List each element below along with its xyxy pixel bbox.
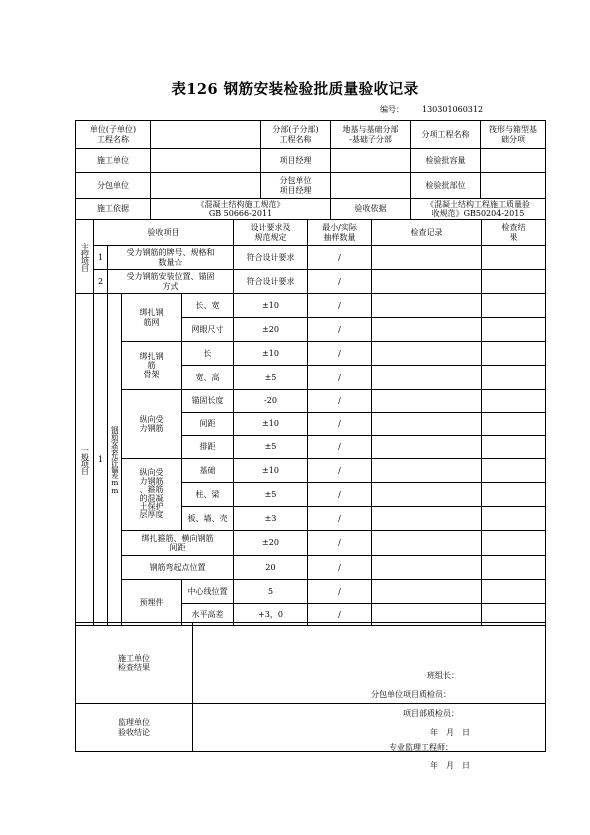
group-skeleton: 绑扎钢 筋 骨架 <box>122 342 182 390</box>
subunit-name-value: 地基与基础分部 -基础子分部 <box>331 121 411 149</box>
row-sub: 柱、梁 <box>182 483 234 507</box>
construction-check-label: 施工单位 检查结果 <box>76 623 193 704</box>
row-result <box>482 318 546 342</box>
table-row <box>76 342 546 366</box>
row-record <box>372 366 482 390</box>
team-leader-label: 班组长： <box>427 671 459 680</box>
general-label: 一般项目 <box>76 294 94 626</box>
row-result <box>482 483 546 507</box>
row-record <box>372 270 482 294</box>
unit-name-value <box>151 121 261 149</box>
row-record <box>372 342 482 366</box>
deviation-group-label: 钢筋安装允许偏差mm <box>108 294 122 626</box>
project-manager-label: 项目经理 <box>261 149 331 173</box>
col-header-req: 设计要求及 规范规定 <box>234 220 308 246</box>
item-name-label: 分项工程名称 <box>411 121 481 149</box>
row-min: / <box>308 459 372 483</box>
table-row <box>76 531 546 556</box>
row-record <box>372 459 482 483</box>
row-result <box>482 294 546 318</box>
acceptance-basis-value: 《混凝土结构工程施工质量验 收规范》GB50204-2015 <box>411 199 546 220</box>
row-req: 5 <box>234 580 308 604</box>
row-result <box>482 413 546 436</box>
row-req: 20 <box>234 556 308 580</box>
project-qc-label: 项目部质检员： <box>403 709 459 718</box>
row-record <box>372 318 482 342</box>
supervision-date: 年 月 日 <box>430 760 470 770</box>
batch-capacity-value <box>481 149 546 173</box>
row-result <box>482 342 546 366</box>
row-record <box>372 436 482 459</box>
row-req: ±10 <box>234 294 308 318</box>
code-label: 编号： <box>380 105 404 114</box>
row-min: / <box>308 342 372 366</box>
table-row <box>76 390 546 413</box>
construction-basis-label: 施工依据 <box>76 199 151 220</box>
row-record <box>372 580 482 604</box>
supervision-label: 监理单位 验收结论 <box>76 704 193 752</box>
row-record <box>372 390 482 413</box>
col-header-item: 验收项目 <box>94 220 234 246</box>
acceptance-basis-label: 验收依据 <box>331 199 411 220</box>
row-record <box>372 413 482 436</box>
group-embedded: 预埋件 <box>122 580 182 626</box>
row-min: / <box>308 604 372 626</box>
row-no: 1 <box>94 246 108 270</box>
row-req: ±20 <box>234 531 308 556</box>
row-result <box>482 531 546 556</box>
row-sub: 锚固长度 <box>182 390 234 413</box>
group-cover: 纵向受 力钢筋 、箍筋 的混凝 土保护 层厚度 <box>122 459 182 531</box>
row-req: 符合设计要求 <box>234 270 308 294</box>
row-req: ±10 <box>234 459 308 483</box>
item-name-value: 筏形与箱型基 础分项 <box>481 121 546 149</box>
subcontractor-value <box>151 173 261 199</box>
inspection-table <box>75 219 546 626</box>
row-req: ±5 <box>234 436 308 459</box>
row-record <box>372 556 482 580</box>
supervision-area <box>193 704 546 770</box>
subunit-name-label: 分部(子分部) 工程名称 <box>261 121 331 149</box>
row-sub: 间距 <box>182 413 234 436</box>
row-result <box>482 270 546 294</box>
row-record <box>372 531 482 556</box>
header-table <box>75 120 546 220</box>
code-value: 130301060312 <box>422 105 484 114</box>
general-no: 1 <box>94 294 108 626</box>
row-min: / <box>308 436 372 459</box>
signature-table <box>75 622 546 770</box>
row-req: ±10 <box>234 342 308 366</box>
row-min: / <box>308 556 372 580</box>
page-title: 表126 钢筋安装检验批质量验收记录 <box>171 81 419 98</box>
row-sub: 排距 <box>182 436 234 459</box>
row-sub: 长、宽 <box>182 294 234 318</box>
row-sub: 长 <box>182 342 234 366</box>
row-sub: 中心线位置 <box>182 580 234 604</box>
batch-location-value <box>481 173 546 199</box>
row-sub: 水平高差 <box>182 604 234 626</box>
row-min: / <box>308 390 372 413</box>
construction-unit-value <box>151 149 261 173</box>
row-min: / <box>308 246 372 270</box>
row-result <box>482 459 546 483</box>
row-sub: 板、墙、壳 <box>182 507 234 531</box>
row-req: ±20 <box>234 318 308 342</box>
supervision-engineer-label: 专业监理工程师： <box>389 742 453 752</box>
construction-unit-label: 施工单位 <box>76 149 151 173</box>
row-record <box>372 507 482 531</box>
construction-date: 年 月 日 <box>430 728 470 737</box>
row-sub: 绑扎箍筋、横向钢筋 间距 <box>122 531 234 556</box>
row-sub: 宽、高 <box>182 366 234 390</box>
table-row <box>76 246 546 270</box>
batch-location-label: 检验批部位 <box>411 173 481 199</box>
row-result <box>482 580 546 604</box>
construction-check-area <box>193 623 546 737</box>
row-result <box>482 390 546 413</box>
row-item: 受力钢筋安装位置、锚固 方式 <box>108 270 234 294</box>
row-req: ±3 <box>234 507 308 531</box>
subcontractor-label: 分包单位 <box>76 173 151 199</box>
project-manager-value <box>331 149 411 173</box>
row-no: 2 <box>94 270 108 294</box>
row-min: / <box>308 413 372 436</box>
construction-basis-value: 《混凝土结构施工规范》 GB 50666-2011 <box>151 199 331 220</box>
row-result <box>482 436 546 459</box>
col-header-min: 最小/实际 抽样数量 <box>308 220 372 246</box>
row-req: ±5 <box>234 366 308 390</box>
table-row <box>76 459 546 483</box>
group-longitudinal: 纵向受 力钢筋 <box>122 390 182 459</box>
row-record <box>372 294 482 318</box>
row-min: / <box>308 294 372 318</box>
col-header-result: 检查结 果 <box>482 220 546 246</box>
table-row <box>76 580 546 604</box>
table-row <box>76 556 546 580</box>
row-record <box>372 246 482 270</box>
row-min: / <box>308 483 372 507</box>
batch-capacity-label: 检验批容量 <box>411 149 481 173</box>
row-sub: 网眼尺寸 <box>182 318 234 342</box>
row-result <box>482 507 546 531</box>
document-code <box>380 104 483 115</box>
row-min: / <box>308 270 372 294</box>
row-min: / <box>308 318 372 342</box>
row-req: ±10 <box>234 413 308 436</box>
row-min: / <box>308 366 372 390</box>
sub-manager-value <box>331 173 411 199</box>
row-result <box>482 246 546 270</box>
table-row <box>76 270 546 294</box>
row-min: / <box>308 531 372 556</box>
row-result <box>482 556 546 580</box>
sub-qc-label: 分包单位项目质检员： <box>371 690 451 699</box>
row-sub: 钢筋弯起点位置 <box>122 556 234 580</box>
row-sub: 基础 <box>182 459 234 483</box>
table-row <box>76 294 546 318</box>
row-req: +3，0 <box>234 604 308 626</box>
row-req: 符合设计要求 <box>234 246 308 270</box>
unit-name-label: 单位(子单位) 工程名称 <box>76 121 151 149</box>
row-record <box>372 483 482 507</box>
group-mesh: 绑扎钢 筋网 <box>122 294 182 342</box>
row-item: 受力钢筋的牌号、规格和 数量☆ <box>108 246 234 270</box>
main-control-label: 主控项目 <box>76 220 94 294</box>
row-req: -20 <box>234 390 308 413</box>
sub-manager-label: 分包单位 项目经理 <box>261 173 331 199</box>
row-min: / <box>308 507 372 531</box>
col-header-record: 检查记录 <box>372 220 482 246</box>
row-result <box>482 366 546 390</box>
row-min: / <box>308 580 372 604</box>
row-req: ±5 <box>234 483 308 507</box>
